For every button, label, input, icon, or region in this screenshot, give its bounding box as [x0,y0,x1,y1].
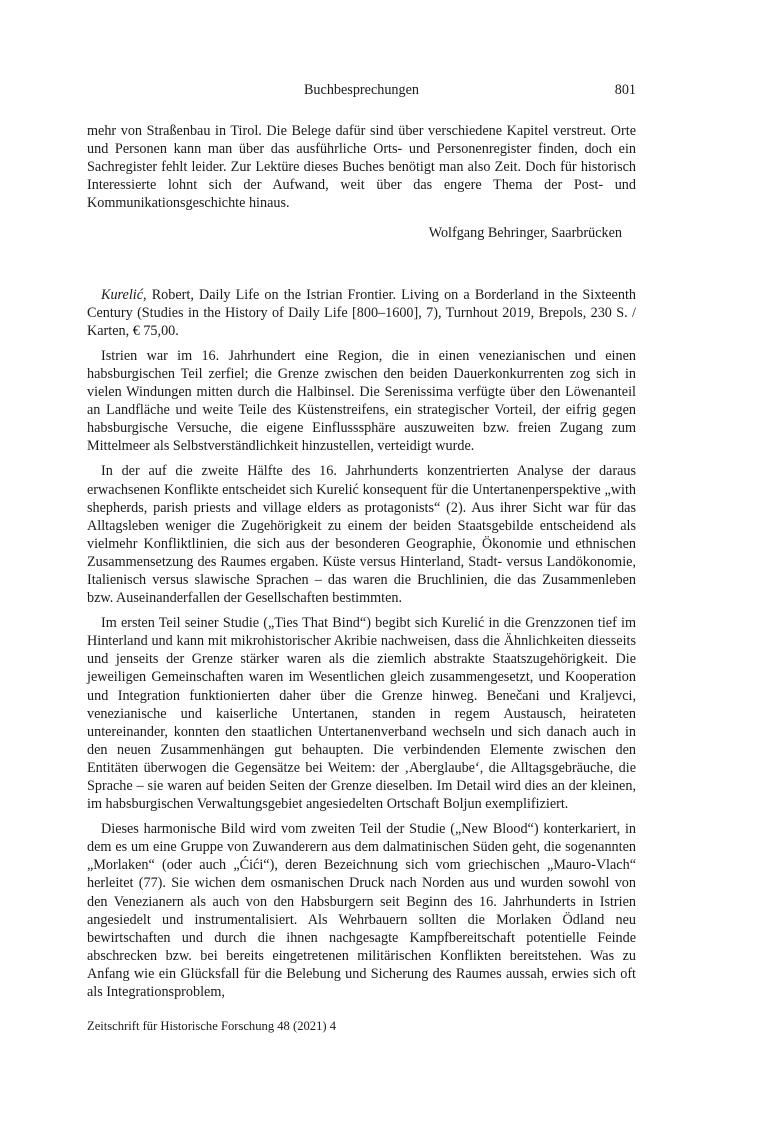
bibliographic-entry [87,286,636,340]
review-paragraph: In der auf die zweite Hälfte des 16. Jahrhunderts konzentrierten Analyse der daraus erwachsenen Konflikte entscheidet sich Kurelić konsequent für die Untertanenperspektive „with shepherds, parish priests and village elders as protagonists“ (2). Aus ihrer Sicht war für das Alltagsleben weniger die Zugehörigkeit zu einem der beiden Staatsgebilde entscheidend als vielmehr Konfliktlinien, die sich aus der besonderen Geographie, Ökonomie und ethnischen Zusammensetzung des Raumes ergaben. Küste versus Hinterland, Stadt- versus Landökonomie, Italienisch versus slawische Sprachen – das waren die Bruchlinien, die das Zusammenleben bzw. Auseinanderfallen der Gesellschaften bestimmten. [87,463,636,607]
running-title: Buchbesprechungen [303,82,420,98]
review-paragraph: Im ersten Teil seiner Studie („Ties That Bind“) begibt sich Kurelić in die Grenzzonen tief im Hinterland und kann mit mikrohistorischer Akribie nachweisen, dass die Ähnlichkeiten diesseits und jenseits der Grenze stärker waren als die ziemlich abstrakte Staatszugehörigkeit. Die jeweiligen Gemeinschaften waren im Wesentlichen gleich zusammengesetzt, und Kooperation und Integration funktionierten daher über die Grenze hinweg. Benečani und Kraljevci, venezianische und kaiserliche Untertanen, standen in regem Austausch, heirateten untereinander, konnten den staatlichen Untertanenverband wechseln und sich danach auch in den neuen Zusammenhängen gut behaupten. Die verbindenden Elemente zwischen den Entitäten überwogen die Gegensätze bei Weitem: der ‚Aberglaube‘, die Alltagsgebräuche, die Sprache – sie waren auf beiden Seiten der Grenze dieselben. Im Detail wird dies an der kleinen, im habsburgischen Verwaltungsgebiet angesiedelten Ortschaft Boljun exemplifiziert. [87,615,636,813]
page-number: 801 [614,82,636,98]
review-paragraph: Dieses harmonische Bild wird vom zweiten Teil der Studie („New Blood“) konterkariert, in dem es um eine Gruppe von Zuwanderern aus dem dalmatinischen Süden geht, die sogenannten „Morlaken“ (oder auch „Ćići“), deren Bezeichnung sich vom griechischen „Mauro-Vlach“ herleitet (77). Sie wichen dem osmanischen Druck nach Norden aus und wurden sowohl von den Venezianern als auch von den Habsburgern seit Beginn des 16. Jahrhunderts in Istrien angesiedelt und instrumentalisiert. Als Wehrbauern sollten die Morlaken Ödland neu bewirtschaften und durch die ihnen nachgesagte Kampfbereitschaft potentielle Feinde abschrecken bzw. bei bereits eingetretenen militärischen Konflikten bereitstehen. Was zu Anfang wie ein Glücksfall für die Belebung und Sicherung des Raumes aussah, erwies sich oft als Integrationsproblem, [87,821,636,1001]
article-body [87,122,636,1001]
book-citation: , Robert, Daily Life on the Istrian Frontier. Living on a Borderland in the Sixteenth Century (Studies in the History of Daily Life [800–1600], 7), Turnhout 2019, Brepols, 230 S. / Karten, € 75,00. [87,286,636,339]
review-paragraph: Istrien war im 16. Jahrhundert eine Region, die in einen venezianischen und einen habsburgischen Teil zerfiel; die Grenze zwischen den beiden Dauerkonkurrenten zog sich in vielen Windungen mitten durch die Halbinsel. Die Serenissima verfügte über den Löwenanteil an Landfläche und weite Teile des Küstenstreifens, ein strategischer Vorteil, der eifrig gegen habsburgische Versuche, die eigene Einflusssphäre auszuweiten bzw. freien Zugang zum Mittelmeer als Selbstverständlichkeit hinzustellen, verteidigt wurde. [87,347,636,455]
journal-footer: Zeitschrift für Historische Forschung 48 (2021) 4 [87,1019,337,1033]
reviewer-signature: Wolfgang Behringer, Saarbrücken [428,225,622,242]
previous-review-closing-paragraph: mehr von Straßenbau in Tirol. Die Belege dafür sind über verschiedene Kapitel verstreut. Orte und Personen kann man über das ausführliche Orts- und Personenregister finden, doch ein Sachregister fehlt leider. Zur Lektüre dieses Buches benötigt man also Zeit. Doch für historisch Interessierte lohnt sich der Aufwand, weit über das engere Thema der Post- und Kommunikationsgeschichte hinaus. [87,123,636,212]
book-author-surname: Kurelić [101,286,144,303]
running-head [87,82,636,102]
